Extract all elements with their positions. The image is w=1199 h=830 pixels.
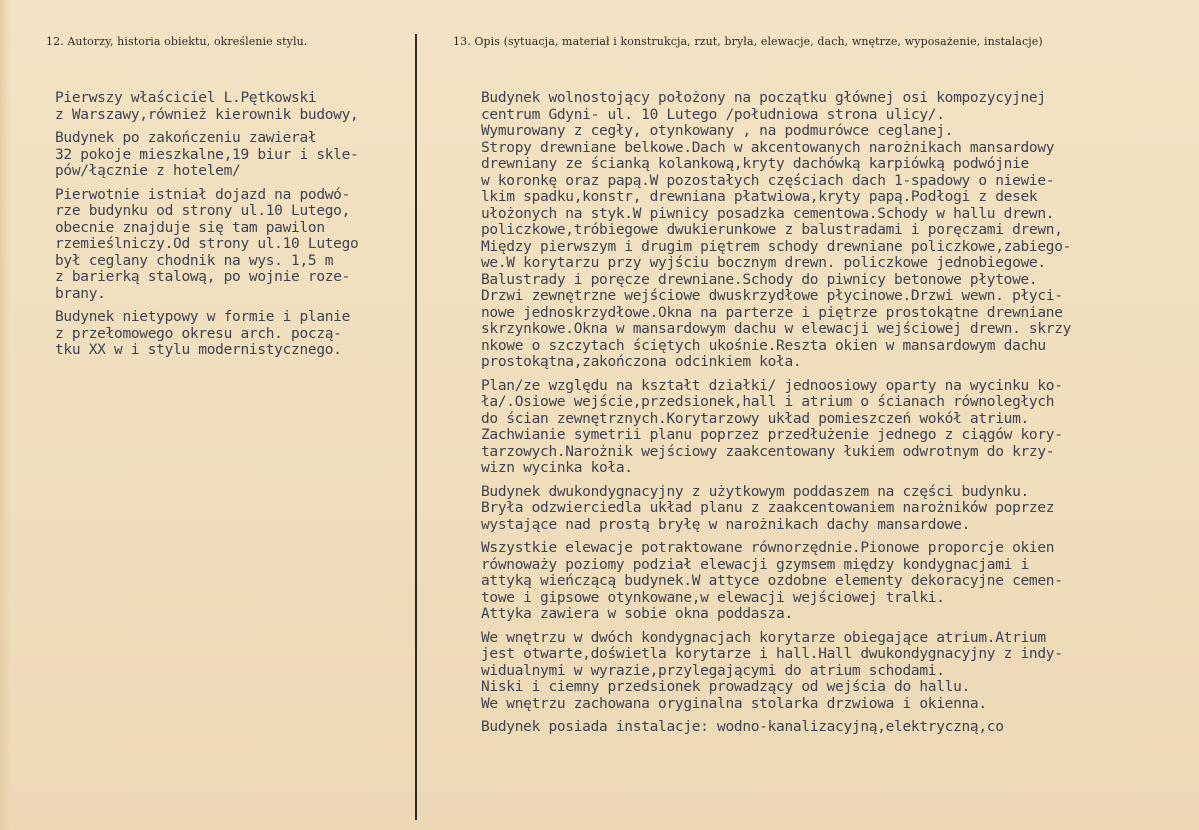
typed-line: był ceglany chodnik na wys. 1,5 m — [55, 252, 334, 269]
authors-history-column — [55, 90, 415, 366]
typed-line: do ścian zewnętrznych.Korytarzowy układ pomieszczeń wokół atrium. — [481, 410, 1029, 427]
typed-line: obecnie znajduje się tam pawilon — [55, 219, 325, 236]
typed-line: Pierwszy właściciel L.Pętkowski — [55, 90, 317, 106]
typed-line: w koronkę oraz papą.W pozostałych częściach dach 1-spadowy o niewie- — [481, 172, 1055, 189]
typed-line: Między pierwszym i drugim piętrem schody drewniane policzkowe,zabiego- — [481, 238, 1072, 255]
typed-line: brany. — [55, 285, 106, 302]
typed-paragraph — [55, 90, 415, 123]
typed-paragraph — [481, 90, 1193, 371]
typed-line: drewniany ze ścianką kolankową,kryty dachówką karpiówką podwójnie — [481, 156, 1029, 172]
typed-line: pów/łącznie z hotelem/ — [55, 163, 241, 179]
typed-paragraph — [55, 130, 415, 180]
typed-line: tarzowych.Narożnik wejściowy zaakcentowany łukiem odwrotnym do krzy- — [481, 443, 1055, 460]
typed-line: Attyka zawiera w sobie okna poddasza. — [481, 606, 793, 622]
typed-line: ła/.Osiowe wejście,przedsionek,hall i atrium o ścianach równoległych — [481, 394, 1055, 410]
typed-line: widualnymi w wyrazie,przylegającymi do atrium schodami. — [481, 662, 945, 679]
typed-line: prostokątna,zakończona odcinkiem koła. — [481, 354, 802, 370]
column-divider — [415, 34, 417, 820]
typed-line: Balustrady i poręcze drewniane.Schody do piwnicy betonowe płytowe. — [481, 271, 1038, 288]
typed-line: lkim spadku,konstr, drewniana płatwiowa,kryty papą.Podłogi z desek — [481, 189, 1038, 205]
typed-line: Niski i ciemny przedsionek prowadzący od wejścia do hallu. — [481, 679, 970, 695]
typed-line: tku XX w i stylu modernistycznego. — [55, 342, 342, 358]
typed-line: skrzynkowe.Okna w mansardowym dachu w elewacji wejściowej drewn. skrzy — [481, 321, 1072, 337]
paper-edge — [0, 0, 10, 830]
typed-paragraph — [481, 719, 1193, 736]
typed-paragraph — [481, 540, 1193, 623]
section-12-heading: 12. Autorzy, historia obiektu, określenie stylu. — [46, 35, 308, 48]
typed-line: wizn wycinka koła. — [481, 460, 633, 476]
typed-line: We wnętrzu zachowana oryginalna stolarka drzwiowa i okienna. — [481, 695, 987, 712]
typed-line: attyką wieńczącą budynek.W attyce ozdobne elementy dekoracyjne cemen- — [481, 573, 1063, 589]
typed-line: jest otwarte,doświetla korytarze i hall.Hall dwukondygnacyjny z indy- — [481, 646, 1063, 662]
typed-line: Budynek po zakończeniu zawierał — [55, 130, 317, 146]
typed-line: policzkowe,tróbiegowe dwukierunkowe z balustradami i poręczami drewn, — [481, 222, 1063, 238]
typed-line: rze budynku od strony ul.10 Lutego, — [55, 203, 351, 219]
typed-line: nowe jednoskrzydłowe.Okna na parterze i piętrze prostokątne drewniane — [481, 304, 1063, 321]
typed-line: wystające nad prostą bryłę w narożnikach dachy mansardowe. — [481, 516, 970, 533]
typed-line: Pierwotnie istniał dojazd na podwó- — [55, 186, 351, 203]
typed-line: Budynek nietypowy w formie i planie — [55, 309, 351, 325]
typed-line: rzemieślniczy.Od strony ul.10 Lutego — [55, 236, 359, 252]
typed-paragraph — [55, 309, 415, 359]
typed-line: towe i gipsowe otynkowane,w elewacji wejściowej tralki. — [481, 589, 945, 606]
typed-line: Plan/ze względu na kształt działki/ jednoosiowy oparty na wycinku ko- — [481, 377, 1063, 394]
typed-line: Bryła odzwierciedla układ planu z zaakcentowaniem narożników poprzez — [481, 500, 1055, 516]
typed-line: Wszystkie elewacje potraktowane równorzędnie.Pionowe proporcje okien — [481, 540, 1055, 556]
typed-line: Stropy drewniane belkowe.Dach w akcentowanych narożnikach mansardowy — [481, 139, 1055, 156]
typed-line: Drzwi zewnętrzne wejściowe dwuskrzydłowe płycinowe.Drzwi wewn. płyci- — [481, 288, 1063, 304]
description-column — [481, 90, 1193, 743]
typed-line: Wymurowany z cegły, otynkowany , na podmurówce ceglanej. — [481, 123, 954, 139]
typed-paragraph — [481, 378, 1193, 477]
typed-line: z Warszawy,również kierownik budowy, — [55, 106, 359, 123]
section-13-heading: 13. Opis (sytuacja, materiał i konstrukcja, rzut, bryła, elewacje, dach, wnętrze, wyposażenie, instalacje) — [453, 35, 1043, 48]
typed-line: Budynek posiada instalacje: wodno-kanalizacyjną,elektryczną,co — [481, 719, 1004, 735]
typed-line: ułożonych na styk.W piwnicy posadzka cementowa.Schody w hallu drewn. — [481, 205, 1055, 222]
typed-line: We wnętrzu w dwóch kondygnacjach korytarze obiegające atrium.Atrium — [481, 629, 1046, 646]
typed-paragraph — [481, 484, 1193, 534]
typed-line: nkowe o szczytach ściętych ukośnie.Reszta okien w mansardowym dachu — [481, 337, 1046, 354]
typed-paragraph — [55, 187, 415, 303]
typed-line: 32 pokoje mieszkalne,19 biur i skle- — [55, 146, 359, 163]
typed-line: Budynek wolnostojący położony na początku głównej osi kompozycyjnej — [481, 90, 1046, 106]
typed-line: centrum Gdyni- ul. 10 Lutego /południowa strona ulicy/. — [481, 106, 945, 123]
typed-line: Budynek dwukondygnacyjny z użytkowym poddaszem na części budynku. — [481, 483, 1029, 500]
typed-paragraph — [481, 630, 1193, 713]
typed-line: z barierką stalową, po wojnie roze- — [55, 269, 351, 285]
typed-line: z przełomowego okresu arch. począ- — [55, 325, 342, 342]
typed-line: Zachwianie symetrii planu poprzez przedłużenie jednego z ciągów kory- — [481, 427, 1063, 443]
typed-line: równoważy poziomy podział elewacji gzymsem między kondygnacjami i — [481, 556, 1029, 573]
typed-line: we.W korytarzu przy wyjściu bocznym drewn. policzkowe jednobiegowe. — [481, 255, 1046, 271]
